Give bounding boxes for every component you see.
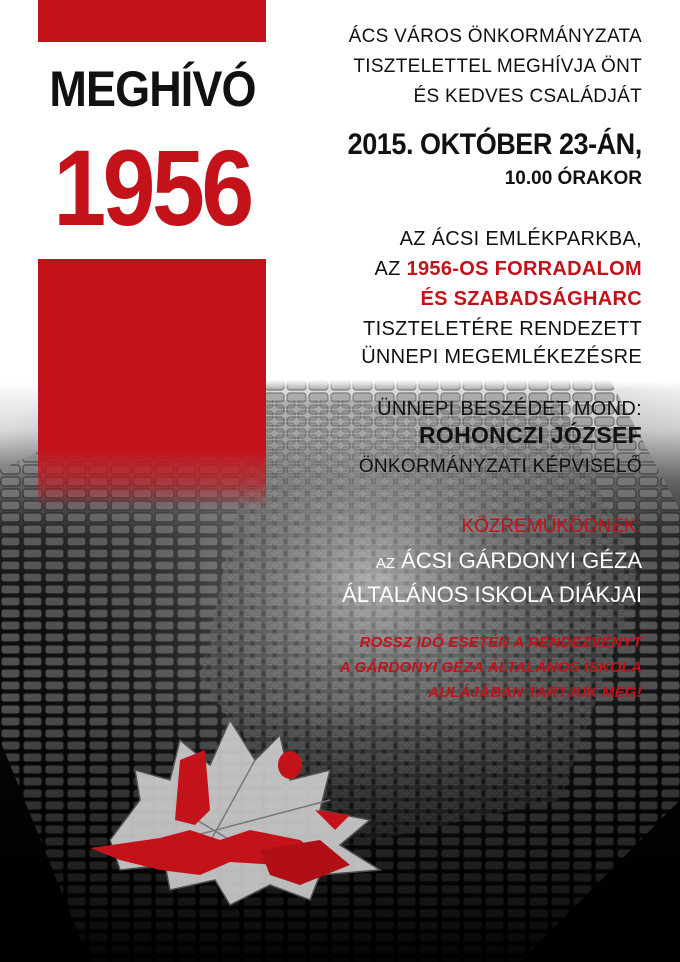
event-date: 2015. OKTÓBER 23-ÁN, (347, 128, 642, 161)
family-line: ÉS KEDVES CSALÁDJÁT (413, 86, 642, 107)
occasion-line-4: ÜNNEPI MEGEMLÉKEZÉSRE (361, 346, 642, 368)
occasion-line-1 (375, 258, 642, 281)
occasion-prefix: AZ (374, 258, 407, 280)
speaker-role: ÖNKORMÁNYZATI KÉPVISELŐ (358, 456, 642, 477)
occasion-highlight-2: ÉS SZABADSÁGHARC (420, 288, 642, 310)
poster-year: 1956 (53, 127, 251, 248)
red-accent-bar (38, 259, 266, 509)
contributors-heading: KÖZREMŰKÖDNEK: (461, 516, 642, 537)
occasion-line-3: TISZTELETÉRE RENDEZETT (363, 318, 642, 340)
contributors-school: ÁCSI GÁRDONYI GÉZA (395, 548, 642, 573)
inviter-line: ÁCS VÁROS ÖNKORMÁNYZATA (348, 26, 642, 47)
red-accent-block-top (38, 0, 266, 42)
contributors-line-2: ÁLTALÁNOS ISKOLA DIÁKJAI (342, 582, 642, 607)
invite-line: TISZTELETTEL MEGHÍVJA ÖNT (353, 56, 642, 77)
poster-title: MEGHÍVÓ (49, 61, 256, 117)
occasion-highlight-1: 1956-OS FORRADALOM (406, 258, 642, 280)
blood-stained-leaf-image (80, 690, 410, 910)
event-time: 10.00 ÓRAKOR (504, 168, 642, 189)
speaker-name: ROHONCZI JÓZSEF (418, 422, 642, 448)
venue-line: AZ ÁCSI EMLÉKPARKBA, (399, 228, 642, 250)
weather-note-line-1: ROSSZ IDŐ ESETÉN A RENDEZVÉNYT (359, 634, 642, 651)
weather-note-line-3: AULÁJÁBAN TARTJUK MEG! (428, 684, 642, 701)
contributors-prefix: AZ (375, 555, 396, 572)
weather-note-line-2: A GÁRDONYI GÉZA ÁLTALÁNOS ISKOLA (339, 659, 642, 676)
speaker-intro: ÜNNEPI BESZÉDET MOND: (377, 398, 642, 420)
contributors-line-1 (376, 548, 642, 574)
